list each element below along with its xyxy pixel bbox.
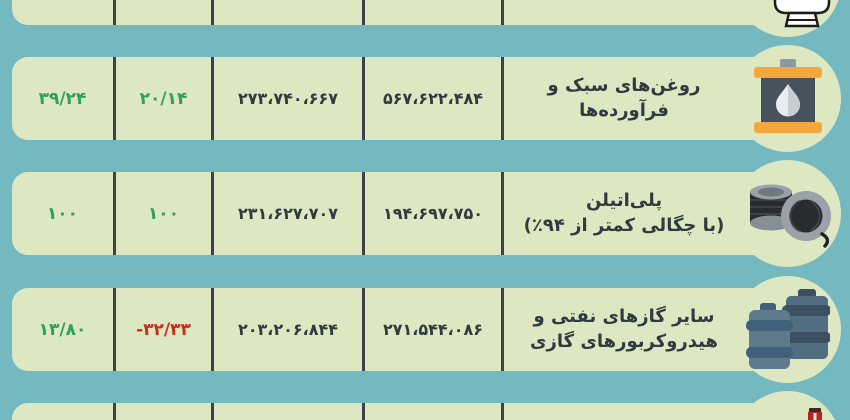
product-label-line: سایر گازهای نفتی و <box>533 306 715 328</box>
value-previous: ۱۹۴،۶۹۷،۷۵۰ <box>382 204 484 223</box>
change-percent: ۱۰۰ <box>147 203 180 224</box>
yearly-change-percent: ۱۰۰ <box>46 203 79 224</box>
cable-spool-icon <box>743 180 833 248</box>
product-label <box>504 57 744 140</box>
row-icon-circle <box>734 276 841 383</box>
table-row <box>12 403 812 420</box>
value-previous: ۲۷۱،۵۴۴،۰۸۶ <box>382 320 484 339</box>
product-label-line: (با چگالی کمتر از ۹۴٪) <box>523 214 725 236</box>
column-divider <box>501 403 504 420</box>
product-label-line: پلی‌اتیلن <box>585 190 663 212</box>
column-divider <box>501 0 504 25</box>
column-divider <box>211 0 214 25</box>
column-divider <box>113 0 116 25</box>
table-row <box>12 57 812 140</box>
change-percent: ۲۰/۱۴ <box>139 88 188 109</box>
table-row <box>12 288 812 371</box>
product-label-line: روغن‌های سبک و فرآورده‌ها <box>547 75 701 121</box>
value-current: ۲۰۳،۲۰۶،۸۴۴ <box>237 320 339 339</box>
table-row <box>12 0 812 25</box>
table-row <box>12 172 812 255</box>
gas-stove-icon <box>773 0 831 30</box>
value-current: ۲۷۳،۷۴۰،۶۶۷ <box>237 89 339 108</box>
red-pump-icon <box>808 408 822 420</box>
yearly-change-percent: ۱۳/۸۰ <box>38 319 87 340</box>
product-label-line: هیدروکربورهای گازی <box>530 330 718 352</box>
column-divider <box>362 0 365 25</box>
column-divider <box>211 403 214 420</box>
change-percent: -۳۲/۳۳ <box>136 319 191 340</box>
value-previous: ۵۶۷،۶۲۲،۴۸۴ <box>382 89 484 108</box>
product-label <box>504 288 744 371</box>
yearly-change-percent: ۳۹/۲۴ <box>38 88 87 109</box>
row-icon-circle <box>734 160 841 267</box>
column-divider <box>113 403 116 420</box>
row-icon-circle <box>734 45 841 152</box>
oil-barrel-droplet-icon <box>753 59 823 139</box>
column-divider <box>362 403 365 420</box>
gas-barrels-icon <box>746 289 830 371</box>
product-label <box>504 172 744 255</box>
value-current: ۲۳۱،۶۲۷،۷۰۷ <box>237 204 339 223</box>
row-icon-circle <box>734 391 841 420</box>
